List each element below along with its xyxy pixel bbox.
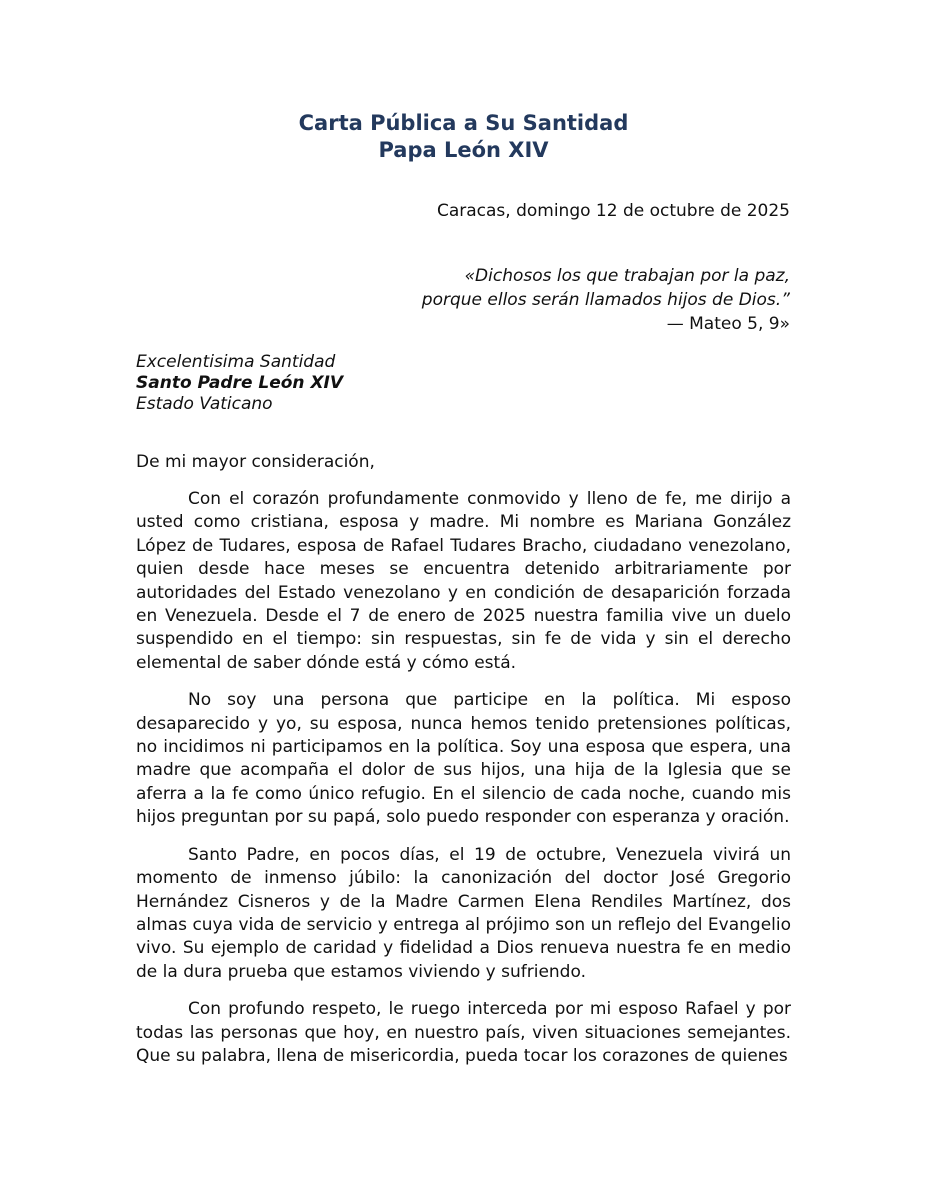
addressee-block [136,352,343,415]
quote-citation: — Mateo 5, 9» [666,314,790,334]
letter-date: Caracas, domingo 12 de octubre de 2025 [436,201,790,221]
quote-line-1: «Dichosos los que trabajan por la paz, [464,266,790,286]
addressee-honorific: Excelentisima Santidad [136,352,336,372]
body-paragraph-2: No soy una persona que participe en la política. Mi esposo desaparecido y yo, su esposa, nunca hemos tenido pretensiones políticas, no incidimos ni participamos en la política. Soy una esposa que espera, una madre que acompaña el dolor de sus hijos, una hija de la Iglesia que se aferra a la fe como único refugio. En el silencio de cada noche, cuando mis hijos preguntan por su papá, solo puedo responder con esperanza y oración. [136,690,791,828]
salutation: De mi mayor consideración, [136,452,375,472]
body-paragraph-1: Con el corazón profundamente conmovido y lleno de fe, me dirijo a usted como cristiana, esposa y madre. Mi nombre es Mariana González López de Tudares, esposa de Rafael Tudares Bracho, ciudadano venezolano, quien desde hace meses se encuentra detenido arbitrariamente por autoridades del Estado venezolano y en condición de desaparición forzada en Venezuela. Desde el 7 de enero de 2025 nuestra familia vive un duelo suspendido en el tiempo: sin respuestas, sin fe de vida y sin el derecho elemental de saber dónde está y cómo está. [136,489,791,673]
body-paragraph-4: Con profundo respeto, le ruego interceda por mi esposo Rafael y por todas las personas que hoy, en nuestro país, viven situaciones semejantes. Que su palabra, llena de misericordia, pueda tocar los corazones de quienes [136,999,791,1066]
title-line-1: Carta Pública a Su Santidad [298,111,629,135]
quote-line-2: porque ellos serán llamados hijos de Dios.” [421,290,790,310]
letter-title [0,110,927,164]
epigraph-quote [422,264,790,336]
addressee-name: Santo Padre León XIV [136,373,344,393]
addressee-location: Estado Vaticano [136,394,273,414]
title-line-2: Papa León XIV [378,138,549,162]
letter-body [136,488,791,1082]
body-paragraph-3: Santo Padre, en pocos días, el 19 de octubre, Venezuela vivirá un momento de inmenso júbilo: la canonización del doctor José Gregorio Hernández Cisneros y de la Madre Carmen Elena Rendiles Martínez, dos almas cuya vida de servicio y entrega al prójimo son un reflejo del Evangelio vivo. Su ejemplo de caridad y fidelidad a Dios renueva nuestra fe en medio de la dura prueba que estamos viviendo y sufriendo. [136,844,791,982]
